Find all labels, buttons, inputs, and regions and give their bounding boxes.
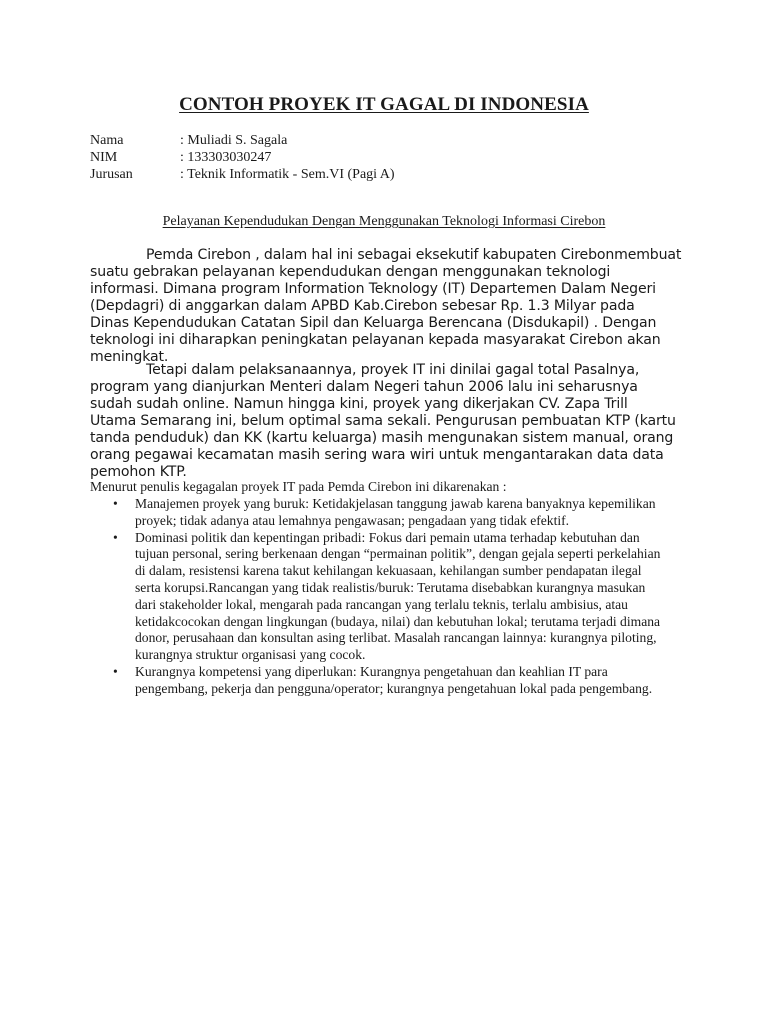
- paragraph-line: teknologi ini diharapkan peningkatan pelayanan kepada masyarakat Cirebon akan: [90, 332, 661, 348]
- list-item: • Manajemen proyek yang buruk: Ketidakjelasan tanggung jawab karena banyaknya kepemilikan proyek; tidak adanya atau lemahnya pengawasan; pengadaan yang tidak efektif.: [113, 496, 656, 528]
- paragraph-line: suatu gebrakan pelayanan kependudukan dengan menggunakan teknologi: [90, 264, 611, 280]
- bullet-icon: •: [113, 663, 118, 679]
- paragraph-line: (Depdagri) di anggarkan dalam APBD Kab.Cirebon sebesar Rp. 1.3 Milyar pada: [90, 298, 635, 314]
- paragraph-line: Pemda Cirebon , dalam hal ini sebagai eksekutif kabupaten Cirebonmembuat: [146, 247, 682, 263]
- info-label: Nama: [90, 133, 124, 148]
- paragraph-line: pemohon KTP.: [90, 464, 187, 480]
- info-label: NIM: [90, 150, 118, 165]
- info-row-nim: [90, 149, 395, 166]
- info-row-jurusan: [90, 166, 395, 183]
- info-value: : Teknik Informatik - Sem.VI (Pagi A): [180, 167, 395, 182]
- paragraph-line: orang pegawai kecamatan masih sering wara wiri untuk mengantarakan data data: [90, 447, 664, 463]
- bullet-icon: •: [113, 529, 118, 545]
- reasons-list: [90, 496, 680, 698]
- paragraph-line: tanda penduduk) dan KK (kartu keluarga) masih mengunakan sistem manual, orang: [90, 430, 674, 446]
- info-row-nama: [90, 132, 395, 149]
- student-info: [90, 132, 395, 183]
- list-intro: Menurut penulis kegagalan proyek IT pada Pemda Cirebon ini dikarenakan :: [90, 479, 507, 494]
- section-subtitle: Pelayanan Kependudukan Dengan Menggunakan Teknologi Informasi Cirebon: [162, 214, 606, 229]
- paragraph-line: informasi. Dimana program Information Teknology (IT) Departemen Dalam Negeri: [90, 281, 656, 297]
- paragraph-line: meningkat.: [90, 349, 169, 365]
- paragraph-line: Tetapi dalam pelaksanaannya, proyek IT ini dinilai gagal total Pasalnya,: [146, 362, 640, 378]
- info-value: : Muliadi S. Sagala: [180, 133, 288, 148]
- paragraph-line: Dinas Kependudukan Catatan Sipil dan Keluarga Berencana (Disdukapil) . Dengan: [90, 315, 657, 331]
- bullet-icon: •: [113, 496, 118, 511]
- paragraph-line: program yang dianjurkan Menteri dalam Negeri tahun 2006 lalu ini seharusnya: [90, 379, 638, 395]
- info-label: Jurusan: [90, 167, 133, 182]
- paragraph-2: [90, 362, 690, 481]
- paragraph-line: Utama Semarang ini, belum optimal sama sekali. Pengurusan pembuatan KTP (kartu: [90, 413, 676, 429]
- document-title: CONTOH PROYEK IT GAGAL DI INDONESIA: [179, 94, 589, 115]
- info-value: : 133303030247: [180, 150, 272, 165]
- paragraph-line: sudah sudah online. Namun hingga kini, proyek yang dikerjakan CV. Zapa Trill: [90, 396, 628, 412]
- list-item: • Dominasi politik dan kepentingan pribadi: Fokus dari pemain utama terhadap kebutuhan dan tujuan personal, sering berkenaan dengan “permainan politik”, dengan gejala seperti perkelahian di dalam, resistensi karena takut kehilangan kekuasaan, kehilangan sumber pendapatan ilegal serta korupsi.Rancangan yang tidak realistis/buruk: Terutama disebabkan kurangnya masukan dari stakeholder lokal, mengarah pada rancangan yang terlalu teknis, terlalu ambisius, atau ketidakcocokan dengan lingkungan (budaya, nilai) dan kebutuhan lokal; terutama terjadi dimana donor, perusahaan dan konsultan asing terlibat. Masalah rancangan lainnya: kurangnya piloting, kurangnya struktur organisasi yang cocok.: [113, 529, 661, 663]
- paragraph-1: [90, 247, 690, 366]
- list-item: • Kurangnya kompetensi yang diperlukan: Kurangnya pengetahuan dan keahlian IT para pengembang, pekerja dan pengguna/operator; kurangnya pengetahuan lokal pada pengembang.: [113, 663, 653, 696]
